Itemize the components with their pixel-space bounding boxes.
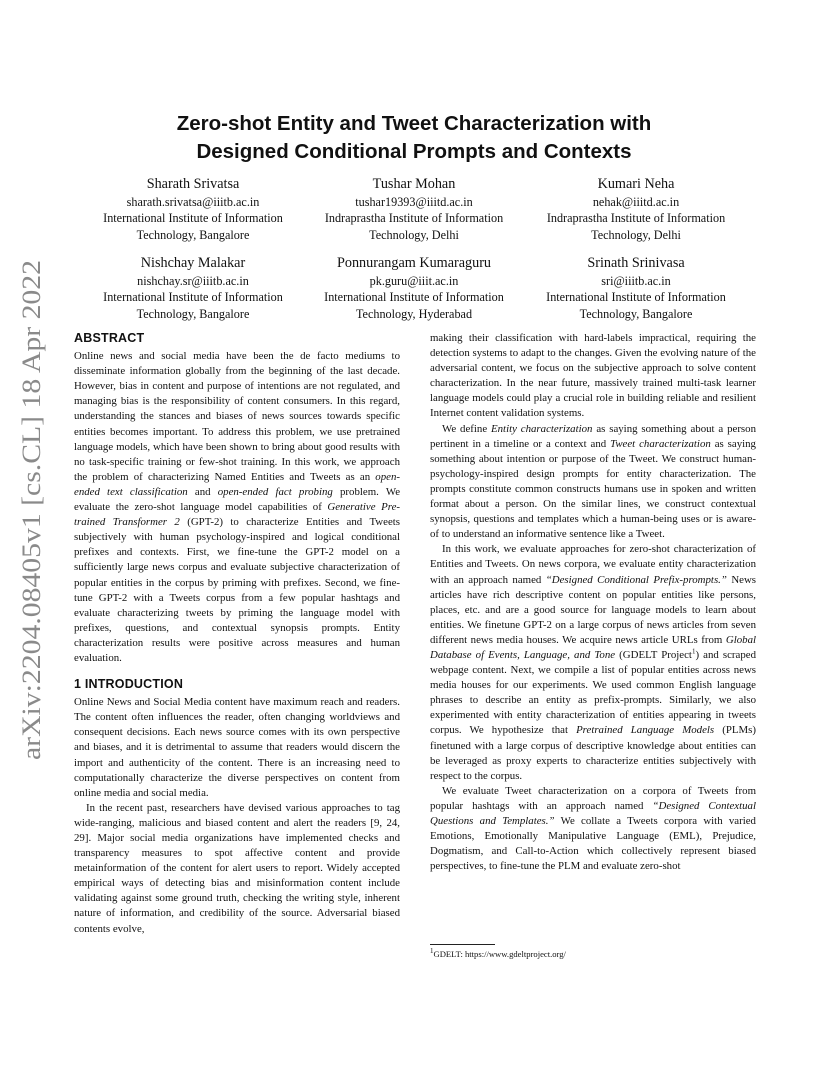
author-affiliation: Indraprastha Institute of Information: [324, 211, 504, 226]
author-affiliation-location: Technology, Bangalore: [136, 227, 250, 242]
author-name: Tushar Mohan: [372, 176, 456, 192]
author-name: Kumari Neha: [597, 176, 675, 192]
author-email: sharath.srivatsa@iiitb.ac.in: [126, 195, 260, 209]
author-block: [87, 253, 299, 322]
author-name: Ponnurangam Kumaraguru: [336, 255, 492, 271]
author-affiliation: Indraprastha Institute of Information: [546, 211, 726, 226]
author-email: sri@iiitb.ac.in: [601, 274, 671, 288]
abstract-text: Online news and social media have been the de facto mediums to disseminate information globally from the beginning of the last decade. However, bias in content and purpose of intentions are not regulated, and managing bias is the responsibility of content consumers. In this regard, understanding the stances and biases of news sources towards specific entities becomes important. To address this problem, we use pretrained language models, which have been shown to bring about good results with no task-specific training or few-shot training. In this work, we approach the problem of characterizing Named Entities and Tweets as an open-ended text classification and open-ended fact probing problem. We evaluate the zero-shot language model capabilities of Generative Pre-trained Transformer 2 (GPT-2) to characterize Entities and Tweets subjectively with human psychology-inspired and logical conditional prefixes and contexts. First, we fine-tune the GPT-2 model on a sufficiently large news corpus and evaluate subjective characterization of popular entities in the corpus by priming with prefixes. Second, we fine-tune GPT-2 with a Tweets corpus from a few popular hashtags and evaluate characterizing tweets by priming the language model with prefixes, questions, and contextual synopsis prompts. Entity characterization results were positive across measures and human evaluation.: [74, 350, 401, 664]
author-email: pk.guru@iiit.ac.in: [369, 274, 459, 288]
title-line-1: Zero-shot Entity and Tweet Characterization with: [176, 112, 652, 135]
author-email: nehak@iiitd.ac.in: [592, 195, 680, 209]
author-affiliation: International Institute of Information: [103, 211, 283, 226]
footnote: [430, 949, 566, 960]
author-name: Srinath Srinivasa: [587, 255, 685, 271]
author-affiliation-location: Technology, Delhi: [369, 227, 459, 242]
author-affiliation: International Institute of Information: [103, 290, 283, 305]
author-email: nishchay.sr@iiitb.ac.in: [137, 274, 249, 288]
introduction-paragraph: In the recent past, researchers have devised various approaches to tag wide-ranging, malicious and biased content and alert the readers [9, 24, 29]. Major social media organizations have implemented checks and transparency measures to spot affective content and provide metainformation of the content for alert users to report. Widely accepted empirical ways of detecting bias and misinformation content include validating against some ground truth, checking the writing style, inherent nature of information, and credibility of the source. Adversarial biased contents evolve,: [74, 801, 400, 935]
author-affiliation: International Institute of Information: [324, 290, 504, 305]
body-paragraph: We define Entity characterization as saying something about a person pertinent in a timeline or a context and Tweet characterization as saying something about intention or purpose of the Tweet. We construct human-psychology-inspired design prompts for entity characterization. The prompts constitute common constructs humans use in spoken and written format about a person. On the similar lines, we construct contextual synopsis, questions and templates which a human-being uses or is aware-of to understand an informative sentence like a Tweet.: [430, 422, 757, 541]
author-email: tushar19393@iiitd.ac.in: [355, 195, 473, 209]
author-block: [530, 253, 742, 322]
author-affiliation-location: Technology, Bangalore: [136, 306, 250, 321]
arxiv-identifier-stamp: [12, 255, 48, 765]
author-affiliation-location: Technology, Bangalore: [579, 306, 693, 321]
author-affiliation: International Institute of Information: [546, 290, 726, 305]
author-affiliation-location: Technology, Hyderabad: [355, 306, 473, 321]
author-affiliation-location: Technology, Delhi: [591, 227, 681, 242]
author-block: [308, 253, 520, 322]
author-name: Sharath Srivatsa: [146, 176, 240, 192]
author-block: [87, 174, 299, 243]
body-paragraph: In this work, we evaluate approaches for zero-shot characterization of Entities and Tweets. On news corpora, we evaluate entity characterization with an approach named “Designed Conditional Prefix-prompts.” News articles have rich descriptive content on popular entities like persons, places, etc. and are a good source for language models to learn about entities. We finetune GPT-2 on a large corpus of news articles from seven different news media houses. We acquire news article URLs from Global Database of Events, Language, and Tone (GDELT Project$^1$) and scraped webpage content. Next, we compile a list of popular entities across news media houses for our experiments. We used common English language phrases to describe an entity as prefix-prompts. Similarly, we also experimented with entity characterization of entities appearing in tweets corpus. We hypothesize that Pretrained Language Models (PLMs) finetuned with a large corpus of descriptive knowledge about entities can be leveraged as proxy experts to characterize entities subjectively with respect to the corpus.: [430, 543, 757, 782]
left-column: [74, 331, 400, 937]
introduction-paragraph: Online News and Social Media content have maximum reach and readers. The content often influences the reader, often changing worldviews and consequent decisions. Each news source comes with its own perspective and biases, and it is detrimental to assume that readers would discern the import and authenticity of the content. There is an increasing need to computationally characterize the diverse perspectives on content from online media and social media.: [74, 696, 400, 799]
body-paragraph: making their classification with hard-labels impractical, requiring the detection systems to adapt to the changes. Given the evolving nature of the adversarial content, we focus on the subjective approach to solve content characterization. In the near future, massively trained multi-task learner language models could play a crucial role in building reliable and resilient Internet content validation systems.: [430, 332, 756, 420]
right-column: [430, 331, 756, 874]
abstract-heading: ABSTRACT: [74, 331, 145, 345]
title-line-2: Designed Conditional Prompts and Contexts: [196, 140, 632, 163]
arxiv-identifier-text: arXiv:2204.08405v1 [cs.CL] 18 Apr 2022: [17, 322, 46, 760]
author-block: [308, 174, 520, 243]
footnote-text: GDELT: https://www.gdeltproject.org/: [433, 949, 566, 959]
footnote-divider: [430, 944, 495, 945]
footnote-marker: 1: [430, 947, 434, 956]
introduction-heading: 1 INTRODUCTION: [74, 677, 184, 692]
body-paragraph: We evaluate Tweet characterization on a corpora of Tweets from popular hashtags with an approach named “Designed Contextual Questions and Templates.” We collate a Tweets corpora with varied Emotions, Emotionally Manipulative Language (EML), Prejudice, Dogmatism, and Call-to-Action which collectively represent biased perspectives, to fine-tune the PLM and evaluate zero-shot: [430, 784, 756, 873]
paper-title: [100, 110, 728, 166]
author-name: Nishchay Malakar: [140, 255, 246, 271]
author-block: [530, 174, 742, 243]
